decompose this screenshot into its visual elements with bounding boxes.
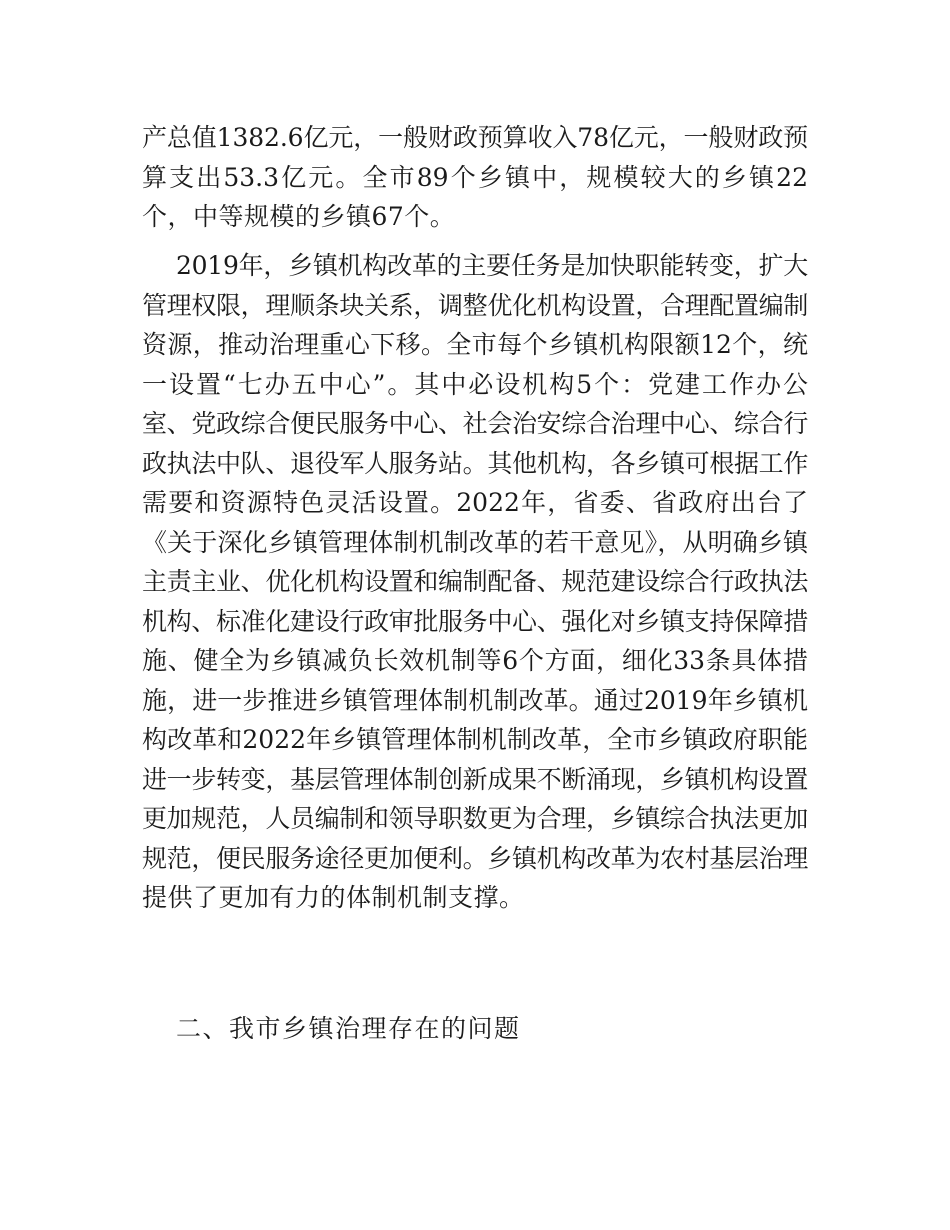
paragraph-line: 构改革和2022年乡镇管理体制机制改革，全市乡镇政府职能 — [142, 725, 808, 754]
paragraph-line: 《关于深化乡镇管理体制机制改革的若干意见》，从明确乡镇 — [142, 527, 808, 557]
paragraph-line: 提供了更加有力的体制机制支撑。 — [142, 883, 525, 912]
paragraph-line: 管理权限，理顺条块关系，调整优化机构设置，合理配置编制 — [142, 290, 808, 320]
section-heading: 二、我市乡镇治理存在的问题 — [176, 1014, 521, 1043]
paragraph-1 — [142, 118, 808, 237]
paragraph-line: 主责主业、优化机构设置和编制配备、规范建设综合行政执法 — [142, 567, 808, 596]
paragraph-line: 政执法中队、退役军人服务站。其他机构，各乡镇可根据工作 — [142, 448, 808, 478]
paragraph-line: 个，中等规模的乡镇67个。 — [142, 202, 456, 231]
paragraph-line: 算支出53.3亿元。全市89个乡镇中，规模较大的乡镇22 — [142, 162, 808, 192]
paragraph-line: 更加规范，人员编制和领导职数更为合理，乡镇综合执法更加 — [142, 804, 808, 833]
paragraph-line: 2019年，乡镇机构改革的主要任务是加快职能转变，扩大 — [176, 251, 808, 280]
paragraph-line: 施，进一步推进乡镇管理体制机制改革。通过2019年乡镇机 — [142, 685, 808, 715]
paragraph-2 — [142, 246, 808, 918]
paragraph-line: 室、党政综合便民服务中心、社会治安综合治理中心、综合行 — [142, 409, 808, 438]
paragraph-line: 规范，便民服务途径更加便利。乡镇机构改革为农村基层治理 — [142, 843, 808, 873]
paragraph-line: 需要和资源特色灵活设置。2022年，省委、省政府出台了 — [142, 488, 808, 517]
paragraph-line: 施、健全为乡镇减负长效机制等6个方面，细化33条具体措 — [142, 646, 808, 675]
paragraph-line: 产总值1382.6亿元，一般财政预算收入78亿元，一般财政预 — [142, 123, 808, 152]
paragraph-line: 进一步转变，基层管理体制创新成果不断涌现，乡镇机构设置 — [142, 764, 808, 794]
paragraph-line: 资源，推动治理重心下移。全市每个乡镇机构限额12个，统 — [142, 330, 808, 359]
paragraph-line: 一设置“七办五中心”。其中必设机构5个：党建工作办公 — [142, 369, 808, 399]
paragraph-line: 机构、标准化建设行政审批服务中心、强化对乡镇支持保障措 — [142, 606, 808, 636]
